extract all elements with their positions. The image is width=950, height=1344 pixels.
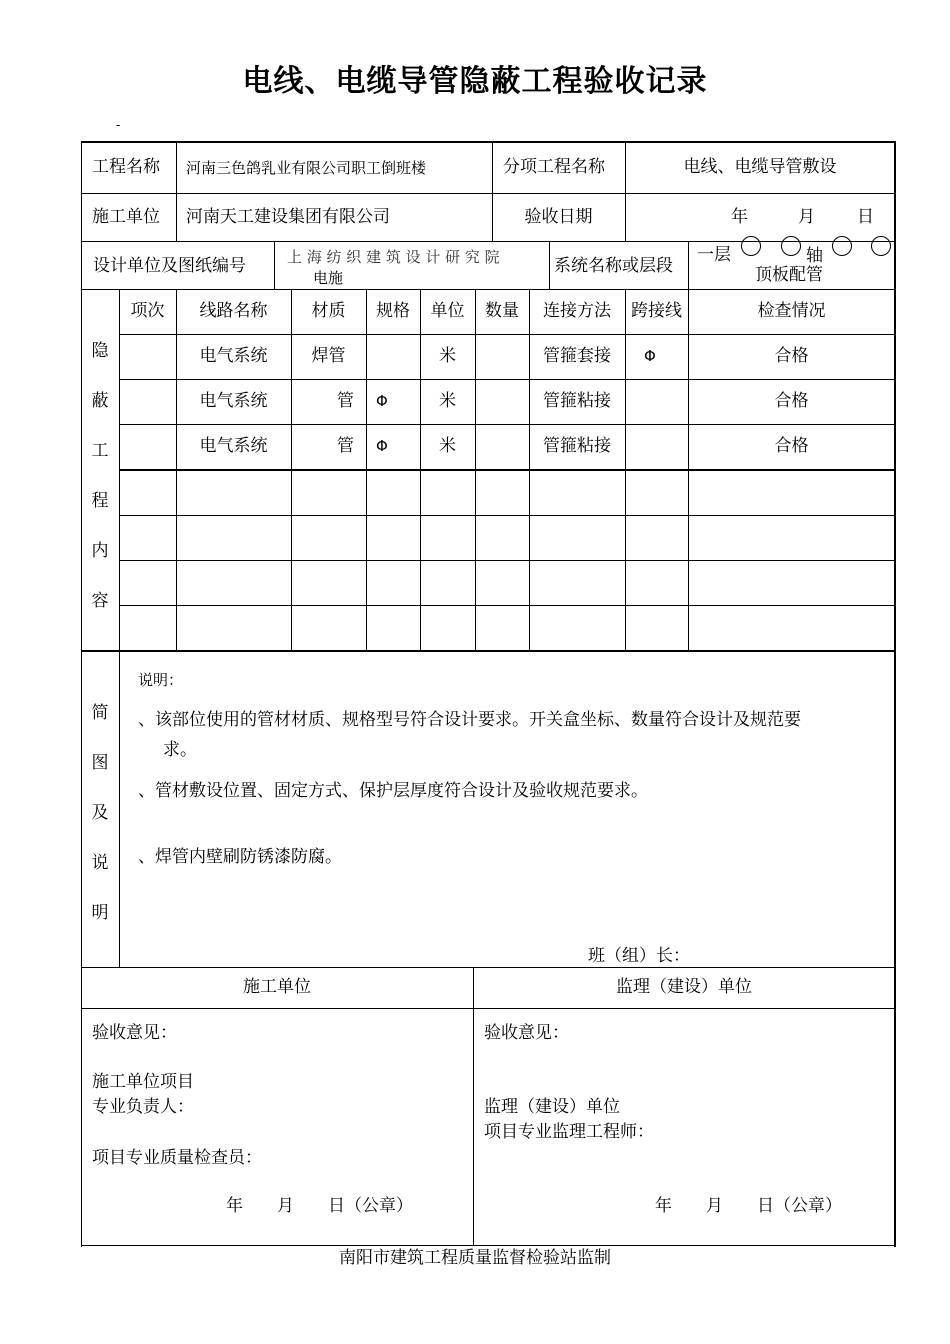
blank-circle-icon	[741, 236, 761, 256]
right-date-seal: 年 月 日（公章）	[655, 1196, 842, 1216]
notes-label-char: 及	[91, 803, 109, 823]
note-item-1: 、该部位使用的管材材质、规格型号符合设计要求。开关盒坐标、数量符合设计及规范要	[138, 710, 801, 730]
left-date-seal: 年 月 日（公章）	[226, 1196, 413, 1216]
rule	[119, 424, 896, 425]
cell-unit: 米	[439, 436, 456, 456]
notes-label-char: 明	[91, 903, 109, 923]
rule	[625, 141, 626, 241]
cell-line-name: 电气系统	[199, 391, 268, 411]
label-design-unit: 设计单位及图纸编号	[93, 256, 246, 276]
rule	[81, 650, 896, 652]
blank-circle-icon	[832, 236, 852, 256]
cell-line-name: 电气系统	[199, 346, 268, 366]
label-project-name: 工程名称	[92, 157, 160, 177]
rule	[119, 379, 896, 380]
header-item-no: 项次	[130, 301, 165, 321]
border-left	[81, 141, 82, 1247]
rule	[81, 967, 896, 968]
drawing-number: 电施	[313, 269, 344, 287]
rule	[81, 1008, 896, 1009]
border-top	[81, 141, 896, 143]
left-opinion-label: 验收意见：	[92, 1023, 177, 1043]
cell-connection: 管箍粘接	[543, 391, 611, 411]
cell-material: 管	[337, 436, 354, 456]
cell-unit: 米	[439, 391, 456, 411]
border-bottom	[81, 1245, 896, 1246]
footer-note: 南阳市建筑工程质量监督检验站监制	[339, 1248, 611, 1268]
cell-connection: 管箍套接	[543, 346, 611, 366]
notes-heading: 说明：	[138, 671, 184, 689]
date-day: 日	[857, 207, 874, 227]
left-manager-label: 专业负责人：	[92, 1097, 194, 1117]
right-opinion-label: 验收意见：	[484, 1023, 569, 1043]
notes-section-label	[82, 698, 118, 948]
label-construction-unit: 施工单位	[92, 207, 160, 227]
page-title: 电线、电缆导管隐蔽工程验收记录	[242, 64, 708, 99]
date-year: 年	[731, 207, 748, 227]
hidden-work-char: 内	[91, 541, 109, 561]
cell-connection: 管箍粘接	[543, 436, 611, 456]
subitem-name-value: 电线、电缆导管敷设	[683, 157, 837, 177]
header-spec: 规格	[376, 301, 410, 321]
header-material: 材质	[311, 301, 346, 321]
note-item-2: 、管材敷设位置、固定方式、保护层厚度符合设计及验收规范要求。	[138, 781, 648, 801]
note-item-1-cont: 求。	[163, 740, 197, 760]
header-line-name: 线路名称	[199, 301, 268, 321]
header-connection: 连接方法	[543, 301, 611, 321]
rule	[119, 651, 120, 968]
cell-unit: 米	[439, 346, 456, 366]
rule	[688, 241, 689, 289]
project-name-value: 河南三色鸽乳业有限公司职工倒班楼	[186, 159, 427, 177]
rule	[119, 560, 896, 561]
cell-line-name: 电气系统	[199, 436, 268, 456]
cell-material: 管	[337, 391, 354, 411]
rule	[176, 141, 177, 241]
construction-unit-value: 河南天工建设集团有限公司	[186, 207, 390, 227]
blank-circle-icon	[781, 236, 801, 256]
construction-unit-header: 施工单位	[243, 977, 311, 997]
hidden-work-label	[82, 336, 118, 636]
axis-label: 轴	[806, 246, 823, 266]
hidden-work-char: 工	[91, 441, 109, 461]
left-project-label: 施工单位项目	[92, 1072, 194, 1092]
header-unit: 单位	[430, 301, 465, 321]
rule	[81, 241, 896, 242]
top-mark: -	[116, 118, 121, 132]
date-month: 月	[798, 207, 815, 227]
rule	[119, 334, 896, 335]
header-quantity: 数量	[485, 301, 519, 321]
notes-label-char: 图	[91, 753, 109, 773]
notes-label-char: 说	[91, 853, 109, 873]
cell-inspection: 合格	[774, 346, 809, 366]
section-value: 顶板配管	[755, 265, 823, 285]
cell-inspection: 合格	[774, 436, 809, 456]
rule	[119, 469, 896, 471]
cell-spec: Φ	[376, 437, 388, 455]
label-system-section: 系统名称或层段	[554, 256, 673, 276]
hidden-work-char: 容	[91, 591, 109, 611]
note-item-3: 、焊管内壁刷防锈漆防腐。	[138, 847, 342, 867]
hidden-work-char: 蔽	[91, 391, 109, 411]
rule	[81, 193, 896, 194]
header-jumper: 跨接线	[631, 301, 682, 321]
label-acceptance-date: 验收日期	[524, 207, 593, 227]
blank-circle-icon	[871, 236, 891, 256]
rule	[549, 241, 550, 289]
cell-inspection: 合格	[774, 391, 809, 411]
notes-label-char: 简	[91, 703, 109, 723]
left-inspector-label: 项目专业质量检查员：	[92, 1148, 262, 1168]
hidden-work-char: 隐	[91, 341, 109, 361]
design-unit-value: 上 海 纺 织 建 筑 设 计 研 究 院	[287, 248, 500, 266]
team-leader-label: 班（组）长：	[588, 946, 690, 966]
rule	[81, 289, 896, 290]
floor-value: 一层	[697, 245, 731, 265]
right-engineer-label: 项目专业监理工程师：	[484, 1122, 654, 1142]
cell-spec: Φ	[376, 392, 388, 410]
cell-jumper: Φ	[644, 347, 656, 365]
right-unit-label: 监理（建设）单位	[484, 1097, 620, 1117]
cell-material: 焊管	[311, 346, 346, 366]
label-subitem-name: 分项工程名称	[503, 157, 605, 177]
supervision-unit-header: 监理（建设）单位	[616, 977, 752, 997]
rule	[119, 515, 896, 516]
hidden-work-char: 程	[91, 491, 109, 511]
rule	[119, 605, 896, 606]
header-inspection: 检查情况	[757, 301, 826, 321]
rule	[274, 241, 275, 289]
rule	[473, 967, 474, 1246]
